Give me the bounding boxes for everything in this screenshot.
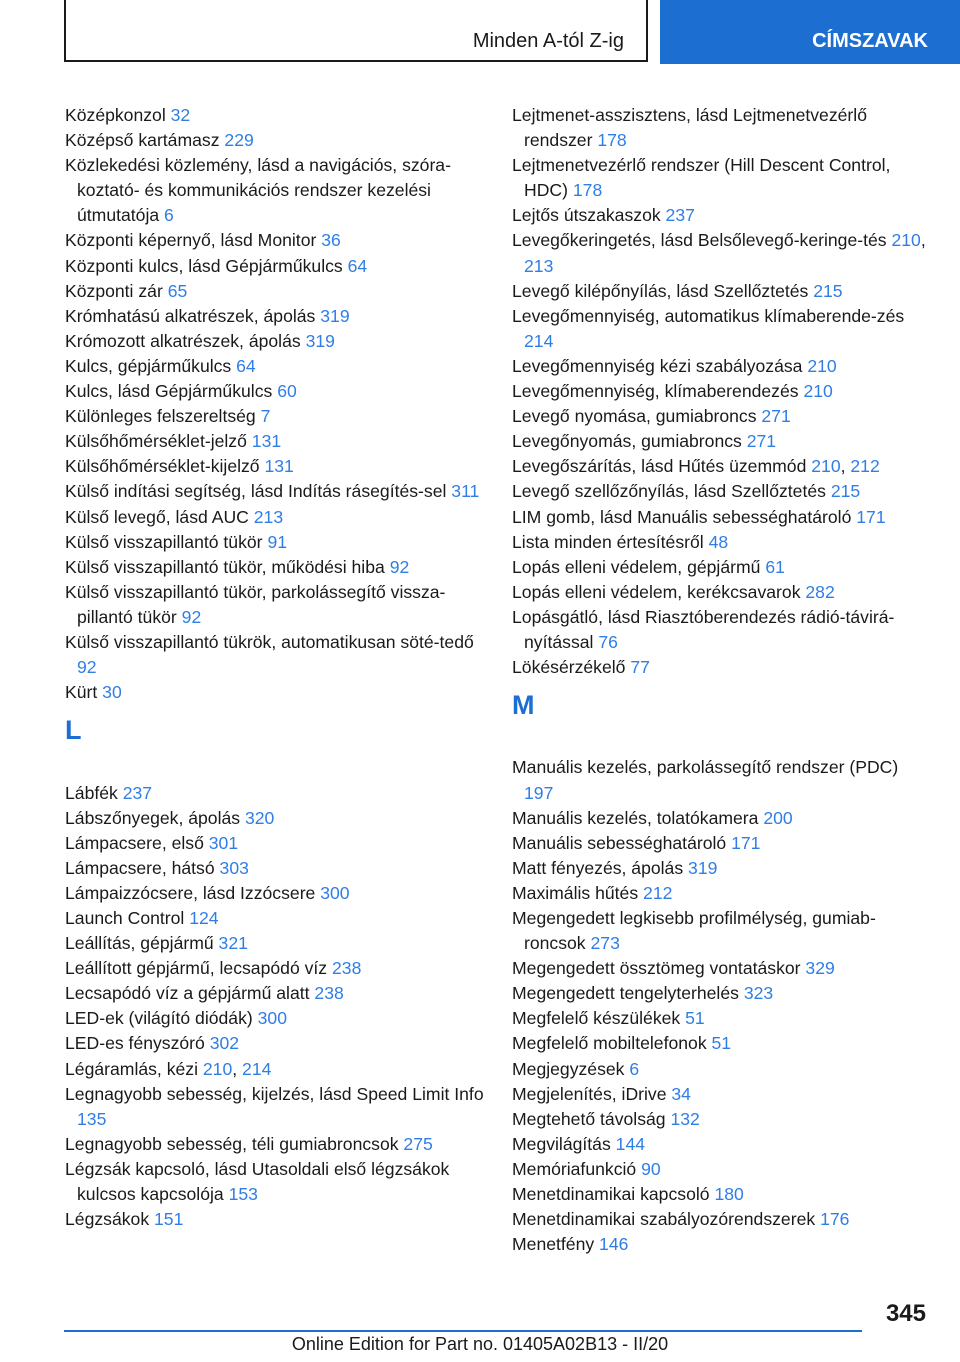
index-entry: [65, 329, 485, 354]
page-link[interactable]: 300: [320, 882, 350, 903]
index-entry: [512, 505, 932, 530]
index-entry: [65, 128, 485, 153]
page-link[interactable]: 76: [598, 631, 618, 652]
index-term: Légzsák kapcsoló, lásd Utasoldali első légzsákok kulcsos kapcsolója: [65, 1158, 450, 1205]
page-link[interactable]: 282: [805, 581, 835, 602]
index-term: Levegőszárítás, lásd Hűtés üzemmód: [512, 456, 807, 477]
index-term: Légzsákok: [65, 1209, 150, 1230]
index-entry: [65, 881, 485, 906]
index-entry: [65, 1006, 485, 1031]
index-entry: [512, 429, 932, 454]
page-link[interactable]: 319: [305, 330, 335, 351]
index-term: Megjegyzések: [512, 1058, 625, 1079]
index-entry: [65, 931, 485, 956]
page-link[interactable]: 146: [599, 1234, 629, 1255]
index-term: Külső visszapillantó tükrök, automatikusan söté‐tedő: [65, 631, 474, 652]
index-term: LED-ek (világító diódák): [65, 1008, 253, 1029]
index-entry: [65, 630, 485, 680]
index-entry: [65, 1132, 485, 1157]
index-entry: [512, 203, 932, 228]
page-link[interactable]: 311: [451, 481, 480, 502]
index-entry: [512, 103, 932, 153]
page-link[interactable]: 65: [167, 280, 188, 301]
index-term: Launch Control: [65, 908, 185, 929]
index-term: Külső indítási segítség, lásd Indítás rásegítés‐sel: [65, 481, 447, 502]
index-term: Központi képernyő, lásd Monitor: [65, 230, 317, 251]
page-link[interactable]: 91: [267, 531, 288, 552]
index-term: Leállítás, gépjármű: [65, 933, 214, 954]
index-term: Lopás elleni védelem, gépjármű: [512, 556, 761, 577]
index-entry: [65, 279, 485, 304]
page-link[interactable]: 212: [643, 882, 673, 903]
index-entry: [65, 806, 485, 831]
index-term: Külsőhőmérséklet-jelző: [65, 431, 247, 452]
index-entry: [65, 1207, 485, 1232]
index-entry: [65, 429, 485, 454]
page-link[interactable]: 7: [260, 406, 271, 427]
index-term: Menetfény: [512, 1234, 595, 1255]
footer-edition: Online Edition for Part no. 01405A02B13 - II/20: [291, 1334, 669, 1354]
page-link[interactable]: 131: [251, 431, 282, 452]
index-term: Manuális sebességhatároló: [512, 832, 727, 853]
index-entry: [65, 454, 485, 479]
index-entry: [512, 1207, 932, 1232]
index-term: Központi kulcs, lásd Gépjárműkulcs: [65, 255, 343, 276]
page-link[interactable]: 214: [242, 1058, 272, 1079]
page-link[interactable]: 200: [763, 807, 793, 828]
page-link[interactable]: 61: [765, 556, 785, 577]
page-link[interactable]: 275: [403, 1133, 433, 1154]
page-link[interactable]: 60: [277, 381, 297, 402]
index-entry: [65, 580, 485, 630]
page-link[interactable]: 124: [189, 908, 219, 929]
page-link[interactable]: 64: [347, 255, 368, 276]
page-link[interactable]: 131: [264, 456, 294, 477]
page-link[interactable]: 229: [224, 130, 254, 151]
index-entry: [512, 404, 932, 429]
index-term: Központi zár: [65, 280, 163, 301]
index-column-right: [512, 103, 932, 1257]
section-title: Minden A-tól Z-ig: [472, 30, 624, 52]
index-term: LED-es fényszóró: [65, 1033, 205, 1054]
index-term: Levegőmennyiség, klímaberendezés: [512, 381, 799, 402]
index-entry: [512, 1057, 932, 1082]
index-term: Külső levegő, lásd AUC: [65, 506, 249, 527]
page-link[interactable]: 271: [746, 431, 777, 452]
page-link[interactable]: 210: [891, 230, 921, 251]
page-link[interactable]: 214: [524, 330, 554, 351]
index-entry: [512, 1006, 932, 1031]
index-term: Menetdinamikai szabályozórendszerek: [512, 1209, 816, 1230]
index-entry: [65, 103, 485, 128]
page-link[interactable]: 77: [630, 657, 650, 678]
page-link[interactable]: 6: [629, 1058, 640, 1079]
page-link[interactable]: 301: [208, 832, 239, 853]
page-link[interactable]: 36: [321, 230, 341, 251]
index-term: Lökésérzékelő: [512, 657, 626, 678]
index-term: Lejtmenet-asszisztens, lásd Lejtmenetvezérlő rendszer: [512, 105, 867, 151]
index-term: Leállított gépjármű, lecsapódó víz: [65, 958, 328, 979]
index-term: Lábfék: [65, 782, 118, 803]
page-link[interactable]: 151: [154, 1209, 184, 1230]
page-link[interactable]: 90: [641, 1158, 661, 1179]
index-term: Kürt: [65, 682, 98, 703]
index-term: Lopás elleni védelem, kerékcsavarok: [512, 581, 801, 602]
page-link[interactable]: 303: [219, 857, 249, 878]
page-link[interactable]: 300: [257, 1008, 287, 1029]
index-term: Külső visszapillantó tükör: [65, 531, 263, 552]
page-link[interactable]: 215: [813, 280, 843, 301]
index-entry: [512, 304, 932, 354]
page-link[interactable]: 210: [807, 355, 837, 376]
index-entry: [512, 856, 932, 881]
index-term: Megfelelő készülékek: [512, 1008, 681, 1029]
index-term: Megjelenítés, iDrive: [512, 1083, 667, 1104]
page-link[interactable]: 178: [572, 180, 603, 201]
index-entry: [512, 1157, 932, 1182]
index-term: Kulcs, gépjárműkulcs: [65, 355, 232, 376]
index-term: Legnagyobb sebesség, kijelzés, lásd Speed Limit Info: [65, 1083, 484, 1104]
page-link[interactable]: 210: [811, 456, 841, 477]
index-term: Külső visszapillantó tükör, működési hiba: [65, 556, 385, 577]
index-entry: [65, 1082, 485, 1132]
page-link[interactable]: 34: [671, 1083, 691, 1104]
index-entry: [512, 1031, 932, 1056]
page-link[interactable]: 210: [803, 381, 833, 402]
index-term: LIM gomb, lásd Manuális sebességhatároló: [512, 506, 852, 527]
page-link[interactable]: 319: [320, 305, 350, 326]
index-entry: [65, 254, 485, 279]
index-term: Megtehető távolság: [512, 1108, 666, 1129]
index-entry: [512, 1107, 932, 1132]
index-entry: [512, 1232, 932, 1257]
index-term: Külsőhőmérséklet-kijelző: [65, 456, 260, 477]
index-term: Manuális kezelés, tolatókamera: [512, 807, 759, 828]
index-term: Legnagyobb sebesség, téli gumiabroncsok: [65, 1133, 399, 1154]
index-entry: [512, 379, 932, 404]
index-term: Levegőnyomás, gumiabroncs: [512, 431, 742, 452]
index-entry: [65, 906, 485, 931]
index-term: Levegő kilépőnyílás, lásd Szellőztetés: [512, 280, 809, 301]
index-entry: [512, 831, 932, 856]
page-number: 345: [885, 1300, 926, 1327]
page-link[interactable]: 6: [164, 205, 174, 226]
index-term: Maximális hűtés: [512, 882, 639, 903]
index-entry: [512, 755, 932, 805]
page-link[interactable]: 92: [389, 556, 410, 577]
index-term: Levegő nyomása, gumiabroncs: [512, 406, 757, 427]
page-link[interactable]: 213: [253, 506, 284, 527]
index-entry: [65, 781, 485, 806]
page-link[interactable]: 323: [743, 983, 774, 1004]
index-entry: Levegőkeringetés, lásd Belsőlevegő-keringe‐tés 210, 213: [512, 230, 926, 276]
index-term: Lámpaizzócsere, lásd Izzócsere: [65, 882, 316, 903]
page-link[interactable]: 238: [314, 983, 344, 1004]
page-link[interactable]: 215: [830, 481, 861, 502]
index-entry: [65, 530, 485, 555]
index-term: Megvilágítás: [512, 1133, 611, 1154]
index-entry: [65, 1157, 485, 1207]
index-entry: [65, 153, 485, 228]
index-term: Lábszőnyegek, ápolás: [65, 807, 241, 828]
index-term: Levegőkeringetés, lásd Belsőlevegő-keringe‐tés: [512, 230, 887, 251]
page-link[interactable]: 132: [670, 1108, 700, 1129]
index-entry: [512, 806, 932, 831]
index-term: Lecsapódó víz a gépjármű alatt: [65, 983, 310, 1004]
index-term: Lejtős útszakaszok: [512, 205, 661, 226]
page-link[interactable]: 238: [332, 958, 362, 979]
index-term: Lámpacsere, hátsó: [65, 857, 215, 878]
index-entry: [65, 831, 485, 856]
page-link[interactable]: 51: [685, 1008, 705, 1029]
page-link[interactable]: 320: [244, 807, 275, 828]
index-term: Lámpacsere, első: [65, 832, 204, 853]
index-entry: [65, 981, 485, 1006]
page-link[interactable]: 64: [236, 355, 256, 376]
page-link[interactable]: 319: [688, 857, 718, 878]
index-entry: [512, 956, 932, 981]
index-entry: [512, 530, 932, 555]
index-entry: [512, 580, 932, 605]
page-link[interactable]: 48: [708, 531, 729, 552]
index-entry: [65, 228, 485, 253]
index-entry: [512, 906, 932, 956]
page-link[interactable]: 144: [615, 1133, 646, 1154]
index-entry: [512, 153, 932, 203]
index-entry: [65, 354, 485, 379]
page-link[interactable]: 51: [711, 1033, 732, 1054]
page-link[interactable]: 135: [77, 1108, 107, 1129]
index-term: Memóriafunkció: [512, 1158, 637, 1179]
index-term: Megengedett tengelyterhelés: [512, 983, 739, 1004]
page-link[interactable]: 171: [856, 506, 886, 527]
index-entry: [65, 479, 485, 504]
page-link[interactable]: 32: [170, 105, 191, 125]
page-link[interactable]: 171: [731, 832, 761, 853]
index-entry: [65, 404, 485, 429]
index-term: Közlekedési közlemény, lásd a navigációs, szóra‐koztató- és kommunikációs rendszer kezelési útmutatója: [65, 155, 451, 226]
page-link[interactable]: 212: [850, 456, 880, 477]
page-link[interactable]: 329: [805, 958, 835, 979]
page-link[interactable]: 273: [590, 933, 620, 954]
footer-divider: [64, 1330, 862, 1332]
section-tab[interactable]: CÍMSZAVAK: [660, 0, 960, 64]
index-entry: [512, 354, 932, 379]
page-link[interactable]: 302: [209, 1033, 240, 1054]
page-link[interactable]: 153: [228, 1184, 258, 1205]
index-term: Megengedett legkisebb profilmélység, gumiab‐roncsok: [512, 908, 876, 954]
page-link[interactable]: 178: [597, 130, 627, 151]
index-entry: [65, 379, 485, 404]
index-term: Levegőmennyiség kézi szabályozása: [512, 355, 803, 376]
index-term: Levegő szellőzőnyílás, lásd Szellőztetés: [512, 481, 826, 502]
index-entry: [512, 1182, 932, 1207]
index-term: Manuális kezelés, parkolássegítő rendszer (PDC): [512, 757, 899, 778]
page-link[interactable]: 197: [524, 782, 554, 803]
index-entry: [65, 304, 485, 329]
index-term: Lejtmenetvezérlő rendszer (Hill Descent Control, HDC): [512, 155, 891, 201]
index-column-left: [65, 103, 485, 1232]
index-term: Levegőmennyiség, automatikus klímaberende‐zés: [512, 305, 905, 326]
index-term: Középső kartámasz: [65, 130, 220, 151]
index-entry: [65, 856, 485, 881]
index-entry: [512, 881, 932, 906]
index-term: Különleges felszereltség: [65, 406, 256, 427]
page-link[interactable]: 92: [181, 606, 202, 627]
header-frame: [64, 0, 648, 62]
index-term: Matt fényezés, ápolás: [512, 857, 684, 878]
index-entry: [512, 981, 932, 1006]
index-entry: [512, 479, 932, 504]
index-term: Lopásgátló, lásd Riasztóberendezés rádió-távirá‐nyítással: [512, 606, 895, 652]
index-entry: Levegőszárítás, lásd Hűtés üzemmód 210, 212: [512, 456, 880, 477]
index-entry: [65, 680, 485, 705]
index-entry: [65, 505, 485, 530]
index-letter-heading: L: [65, 715, 82, 746]
page-link[interactable]: 213: [524, 255, 554, 276]
index-entry: [65, 956, 485, 981]
index-entry: [512, 655, 932, 680]
index-term: Megfelelő mobiltelefonok: [512, 1033, 707, 1054]
index-entry: Légáramlás, kézi 210, 214: [65, 1058, 272, 1079]
index-entry: [512, 1082, 932, 1107]
index-letter-heading: M: [512, 690, 535, 721]
page-link[interactable]: 237: [122, 782, 153, 803]
page-link[interactable]: 180: [714, 1184, 744, 1205]
page-link[interactable]: 176: [820, 1209, 850, 1230]
page-link[interactable]: 210: [202, 1058, 233, 1079]
index-entry: [512, 605, 932, 655]
index-entry: [512, 1132, 932, 1157]
index-entry: [65, 1031, 485, 1056]
page-link[interactable]: 237: [665, 205, 695, 226]
index-entry: [65, 555, 485, 580]
index-term: Légáramlás, kézi: [65, 1058, 198, 1079]
index-term: Krómhatású alkatrészek, ápolás: [65, 305, 316, 326]
index-term: Krómozott alkatrészek, ápolás: [65, 330, 301, 351]
index-term: Kulcs, lásd Gépjárműkulcs: [65, 381, 273, 402]
index-term: Megengedett össztömeg vontatáskor: [512, 958, 801, 979]
index-term: Középkonzol: [65, 105, 166, 125]
page-link[interactable]: 30: [102, 682, 122, 703]
page-link[interactable]: 271: [761, 406, 791, 427]
index-term: Lista minden értesítésről: [512, 531, 704, 552]
index-entry: [512, 279, 932, 304]
index-term: Menetdinamikai kapcsoló: [512, 1184, 710, 1205]
page-link[interactable]: 321: [218, 933, 248, 954]
index-term: Külső visszapillantó tükör, parkolássegítő vissza‐pillantó tükör: [65, 581, 446, 627]
page-link[interactable]: 92: [77, 657, 97, 678]
index-entry: [512, 555, 932, 580]
